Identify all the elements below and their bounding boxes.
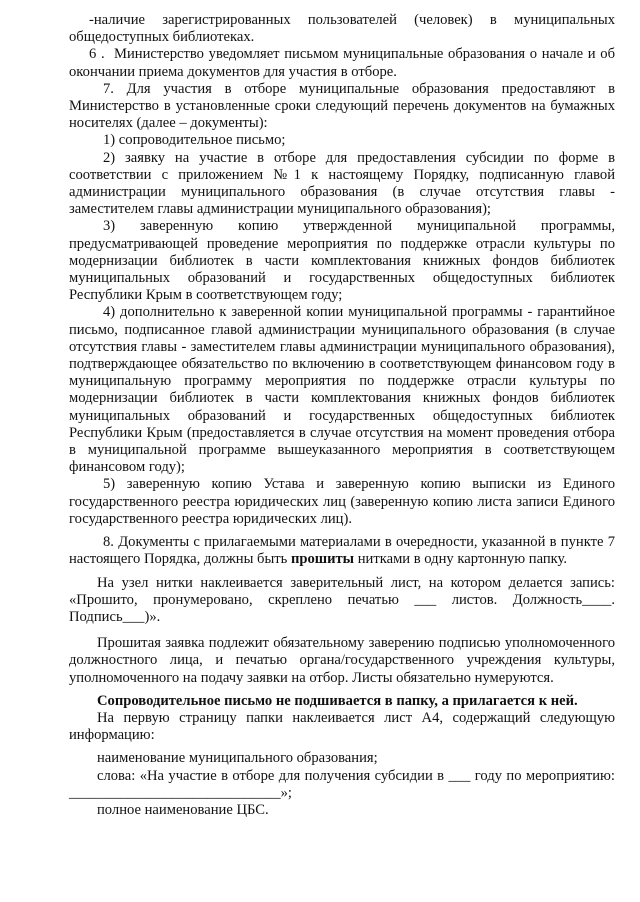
paragraph-full-name: полное наименование ЦБС. xyxy=(97,801,269,818)
paragraph-cover-letter-note: Сопроводительное письмо не подшивается в папку, а прилагается к ней. xyxy=(97,692,578,709)
paragraph-item-8 xyxy=(69,534,615,568)
paragraph-municipality-name: наименование муниципального образования; xyxy=(97,750,378,767)
list-item-4: 4) дополнительно к заверенной копии муниципальной программы - гарантийное письмо, подписанное главой администрации муниципального образования (в случае отсутствия главы - заместителем главы администрации муниципального образования), подтверждающее обязательство по включению в соответствующем финансовом году в муниципальную программу мероприятия по поддержке отрасли культуры по модернизации библиотек в части комплектования книжных фондов библиотек муниципальных образований и государственных общедоступных библиотек Республики Крым (предоставляется в случае отсутствия на момент проведения отбора в муниципальной программе вышеуказанного мероприятия в соответствующем финансовом году); xyxy=(69,304,615,476)
paragraph-certification-sheet: На узел нитки наклеивается заверительный лист, на котором делается запись: «Прошито, пронумеровано, скреплено печатью ___ листов. Должность____. Подпись___)». xyxy=(69,574,615,625)
paragraph-bound-application: Прошитая заявка подлежит обязательному заверению подписью уполномоченного должностного лица, и печатью органа/государственного учреждения культуры, уполномоченного на подачу заявки на отбор. Листы обязательно нумеруются. xyxy=(69,635,615,686)
list-item-5: 5) заверенную копию Устава и заверенную копию выписки из Единого государственного реестра юридических лиц (заверенную копию листа записи Единого государственного реестра юридических лиц). xyxy=(69,476,615,527)
document-page xyxy=(69,12,619,819)
paragraph-item-8-tail: нитками в одну картонную папку. xyxy=(354,551,568,568)
list-item-1: 1) сопроводительное письмо; xyxy=(103,132,286,149)
paragraph-item-7: 7. Для участия в отборе муниципальные образования предоставляют в Министерство в установленные сроки следующий перечень документов на бумажных носителях (далее – документы): xyxy=(69,80,615,132)
paragraph-first-page: На первую страницу папки наклеивается лист А4, содержащий следующую информацию: xyxy=(69,709,615,744)
paragraph-users-count: -наличие зарегистрированных пользователей (человек) в муниципальных общедоступных библиотеках. xyxy=(69,12,615,46)
list-item-3: 3) заверенную копию утвержденной муниципальной программы, предусматривающей проведение мероприятия по поддержке отрасли культуры по модернизации библиотек в части комплектования книжных фондов библиотек муниципальных образований и государственных общедоступных библиотек Республики Крым в соответствующем году; xyxy=(69,218,615,304)
paragraph-item-8-bold: прошиты xyxy=(290,551,355,568)
paragraph-item-6: 6 . Министерство уведомляет письмом муниципальные образования о начале и об окончании приема документов для участия в отборе. xyxy=(69,46,619,80)
paragraph-item-8-text: 8. Документы с прилагаемыми материалами в очередности, указанной в пункте 7 настоящего Порядка, должны быть xyxy=(69,534,615,568)
list-item-2: 2) заявку на участие в отборе для предоставления субсидии по форме в соответствии с приложением №1 к настоящему Порядку, подписанную главой администрации муниципального образования (в случае отсутствия главы - заместителем главы администрации муниципального образования); xyxy=(69,149,615,218)
paragraph-words: слова: «На участие в отборе для получения субсидии в ___ году по мероприятию: _____________________________»; xyxy=(69,767,615,801)
